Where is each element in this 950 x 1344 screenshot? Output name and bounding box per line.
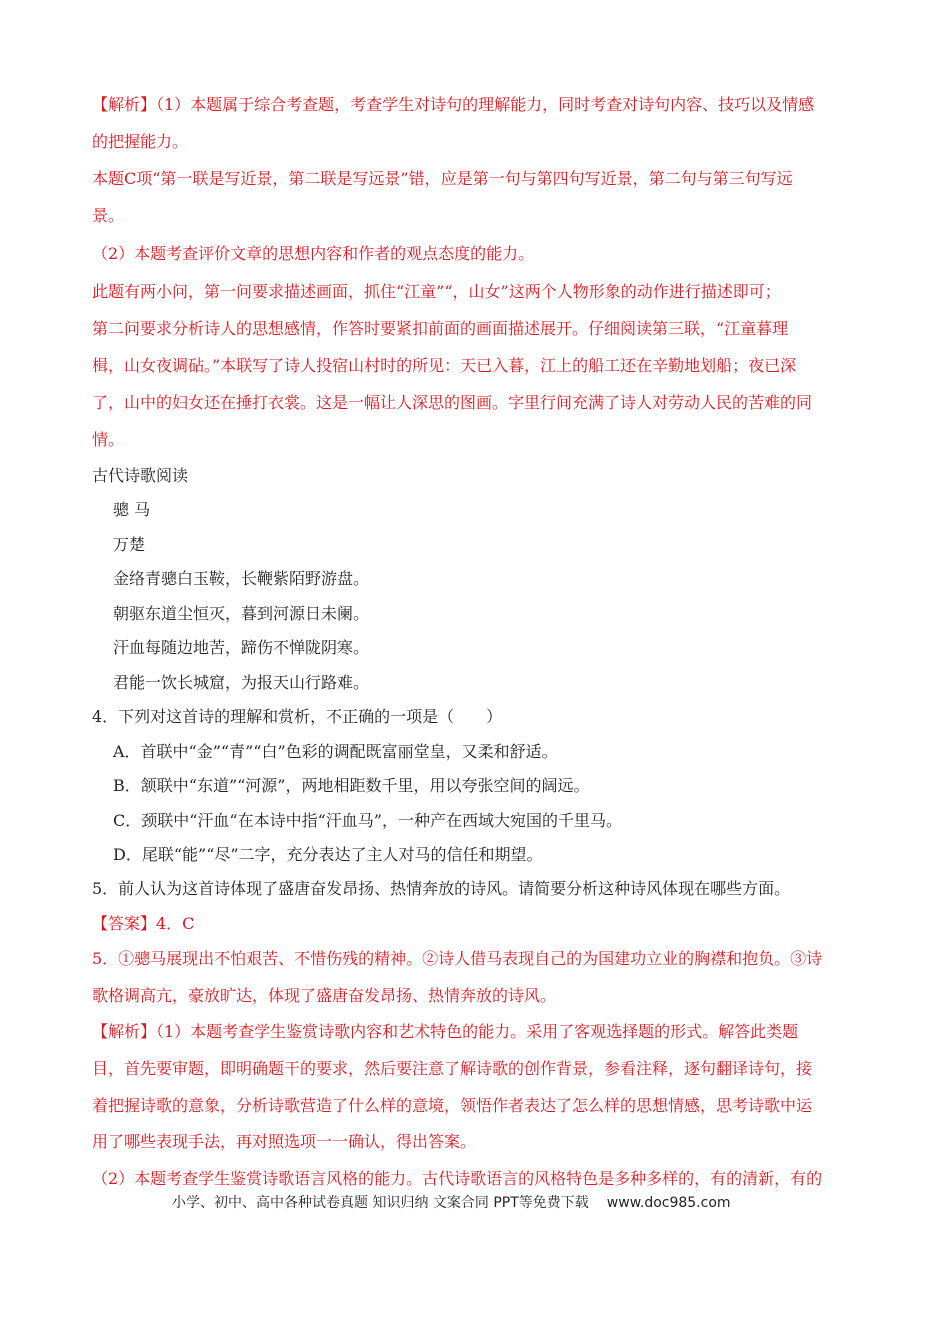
analysis-2-line-3: 楫，山女夜调砧。”本联写了诗人投宿山村时的所见：天已入暮，江上的船工还在辛勤地划船；夜已深 [92, 356, 797, 375]
analysis-b2-line-1: （2）本题考查学生鉴赏诗歌语言风格的能力。古代诗歌语言的风格特色是多种多样的，有的清新，有的 [92, 1169, 823, 1188]
answer-5-line-2: 歌格调高亢，豪放旷达，体现了盛唐奋发昂扬、热情奔放的诗风。 [92, 986, 557, 1005]
analysis-2-heading: （2）本题考查评价文章的思想内容和作者的观点态度的能力。 [92, 244, 535, 263]
answer-5-line-1: 5．①骢马展现出不怕艰苦、不惜伤残的精神。②诗人借马表现自己的为国建功立业的胸襟和抱负。③诗 [92, 949, 823, 968]
analysis-2-line-4: 了，山中的妇女还在捶打衣裳。这是一幅让人深思的图画。字里行间充满了诗人对劳动人民的苦难的同 [92, 393, 813, 412]
analysis-1-line-1: 【解析】（1）本题属于综合考查题，考查学生对诗句的理解能力，同时考查对诗句内容、技巧以及情感 [92, 95, 815, 114]
poem-line-2: 朝驱东道尘恒灭，暮到河源日未阑。 [113, 604, 370, 623]
footer [172, 1192, 731, 1212]
poem-author: 万楚 [113, 535, 146, 554]
analysis-b-line-4: 用了哪些表现手法，再对照选项一一确认，得出答案。 [92, 1132, 477, 1151]
analysis-b-line-3: 着把握诗歌的意象，分析诗歌营造了什么样的意境，领悟作者表达了怎么样的思想情感，思考诗歌中运 [92, 1096, 813, 1115]
analysis-b-line-1: 【解析】（1）本题考查学生鉴赏诗歌内容和艺术特色的能力。采用了客观选择题的形式。解答此类题 [92, 1022, 799, 1041]
footer-text: 小学、初中、高中各种试卷真题 知识归纳 文案合同 PPT等免费下载 [172, 1195, 589, 1211]
option-b: B．颔联中“东道”“河源”，两地相距数千里，用以夸张空间的阔远。 [113, 776, 590, 795]
option-d: D．尾联“能”“尽”二字，充分表达了主人对马的信任和期望。 [113, 845, 543, 864]
option-a: A．首联中“金”“青”“白”色彩的调配既富丽堂皇，又柔和舒适。 [113, 742, 558, 761]
poem-line-4: 君能一饮长城窟，为报天山行路难。 [113, 673, 370, 692]
footer-site-link[interactable]: www.doc985.com [606, 1195, 731, 1211]
analysis-2-line-5: 情。 [92, 430, 125, 449]
analysis-2-line-2: 第二问要求分析诗人的思想感情，作答时要紧扣前面的画面描述展开。仔细阅读第三联，“江童暮理 [92, 319, 789, 338]
analysis-1-line-2: 的把握能力。 [92, 132, 189, 151]
analysis-1-line-3: 本题C项“第一联是写近景，第二联是写远景”错，应是第一句与第四句写近景，第二句与第三句写远 [92, 169, 793, 188]
poem-line-3: 汗血每随边地苦，蹄伤不惮陇阴寒。 [113, 638, 370, 657]
question-5: 5．前人认为这首诗体现了盛唐奋发昂扬、热情奔放的诗风。请简要分析这种诗风体现在哪些方面。 [92, 879, 791, 898]
analysis-2-line-1: 此题有两小问，第一问要求描述画面，抓住“江童”“，山女”这两个人物形象的动作进行描述即可； [92, 282, 781, 301]
answer-heading: 【答案】4．C [92, 914, 195, 933]
poem-line-1: 金络青骢白玉鞍，长鞭紫陌野游盘。 [113, 569, 370, 588]
section-title: 古代诗歌阅读 [92, 466, 189, 485]
analysis-b-line-2: 目，首先要审题，即明确题干的要求，然后要注意了解诗歌的创作背景，参看注释，逐句翻译诗句，接 [92, 1059, 813, 1078]
question-4: 4．下列对这首诗的理解和赏析，不正确的一项是（ ） [92, 707, 503, 726]
poem-title: 骢 马 [113, 500, 151, 519]
option-c: C．颈联中“汗血“在本诗中指“汗血马”，一种产在西域大宛国的千里马。 [113, 811, 622, 830]
analysis-1-line-4: 景。 [92, 206, 125, 225]
